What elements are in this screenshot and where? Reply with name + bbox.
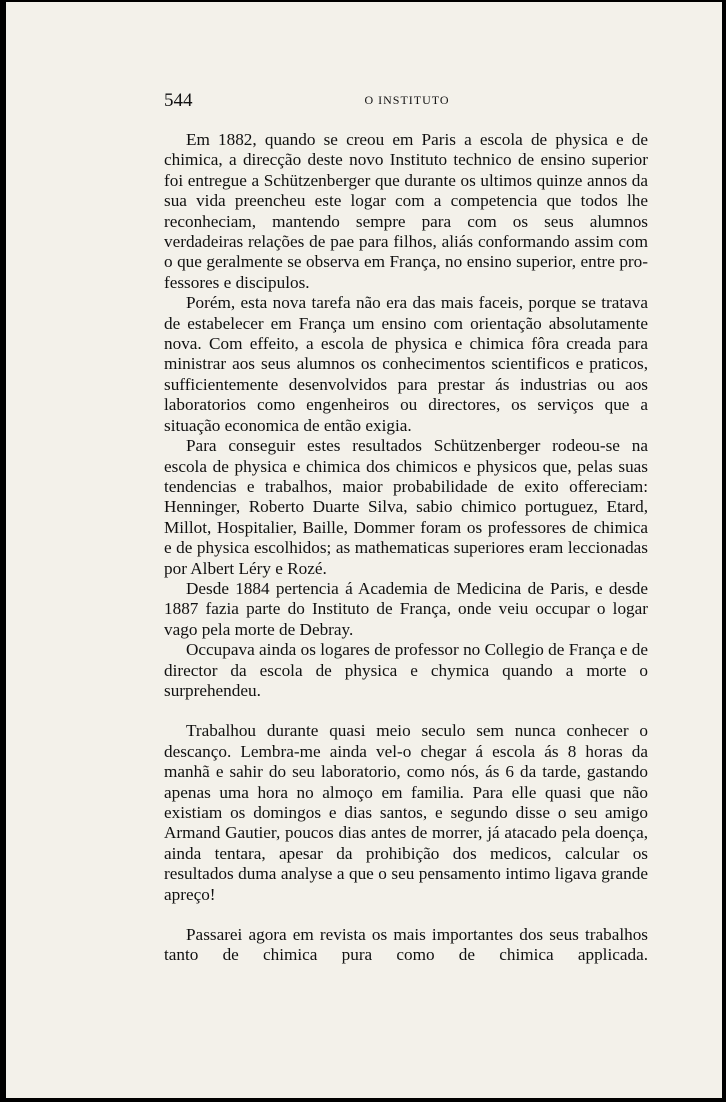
body-text [164, 130, 648, 966]
running-head [164, 90, 650, 112]
book-page [6, 2, 722, 1098]
journal-title: O INSTITUTO [364, 93, 450, 107]
paragraph-new-task: Porém, esta nova tarefa não era das mais faceis, porque se tratava de estabelecer em França um ensino com orientação absolutamente nova. Com effeito, a escola de physica e chimica fôra creada para ministrar aos seus alumnos os conhecimentos scientificos e praticos, sufficientemente desenvolvidos para prestar ás industrias ou aos laboratorios como engenheiros ou directores, os serviços que a situação economica de então exigia. [164, 293, 648, 435]
page-number: 544 [164, 90, 193, 111]
paragraph-work-habits: Trabalhou durante quasi meio seculo sem nunca conhecer o descanço. Lembra-me ainda vel-o chegar á escola ás 8 horas da manhã e sahir do seu laboratorio, como nós, ás 6 da tarde, gastando apenas uma hora no almoço em familia. Para elle quasi que não existiam os domingos e dias santos, e segundo disse o seu amigo Armand Gautier, poucos dias antes de morrer, já atacado pela doença, ainda tentara, apesar da prohibição dos medicos, calcular os resultados duma analyse a que o seu pensamento intimo ligava grande apreço! [164, 721, 648, 904]
paragraph-direction-school: Em 1882, quando se creou em Paris a escola de physica e de chimica, a direcção deste novo Instituto technico de ensino superior foi entregue a Schützenberger que durante os ultimos quinze annos da sua vida preencheu este logar com a competencia que todos lhe reconheciam, mantendo sempre para com os seus alumnos verdadeiras relações de pae para filhos, aliás conformando assim com o que geralmente se observa em França, no ensino superior, entre professores e discipulos. [164, 130, 648, 292]
paragraph-review: Passarei agora em revista os mais importantes dos seus trabalhos tanto de chimica pura como de chimica applicada. [164, 925, 648, 965]
paragraph-college: Occupava ainda os logares de professor no Collegio de França e de director da escola de physica e chymica quando a morte o surprehendeu. [164, 640, 648, 700]
paragraph-professors: Para conseguir estes resultados Schützenberger rodeou-se na escola de physica e chimica dos chimicos e physicos que, pelas suas tendencias e trabalhos, maior probabilidade de exito offereciam: Henninger, Roberto Duarte Silva, sabio chimico portuguez, Etard, Millot, Hospitalier, Baille, Dommer foram os professores de chimica e de physica escolhidos; as mathematicas superiores eram leccionadas por Albert Léry e Rozé. [164, 436, 648, 578]
paragraph-academy: Desde 1884 pertencia á Academia de Medicina de Paris, e desde 1887 fazia parte do Instituto de França, onde veiu occupar o logar vago pela morte de Debray. [164, 578, 648, 639]
